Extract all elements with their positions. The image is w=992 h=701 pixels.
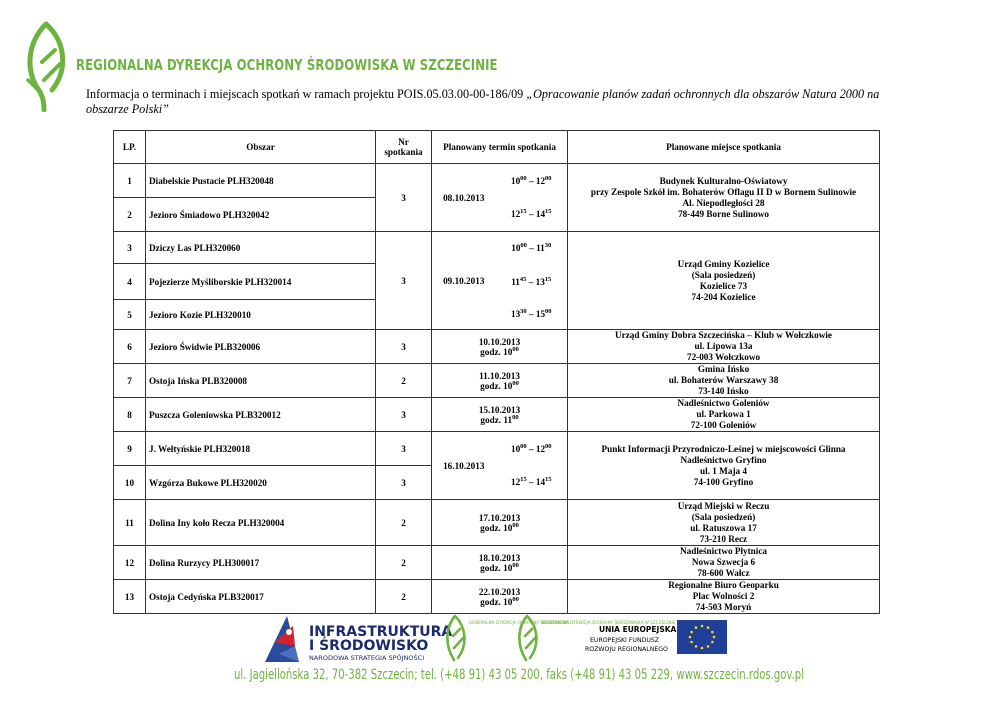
- place-line: 72-100 Goleniów: [690, 420, 757, 430]
- infra-line-1: INFRASTRUKTURA: [309, 624, 453, 640]
- eu-logo: [585, 620, 727, 654]
- time-start-hour: 10: [510, 175, 521, 186]
- row-lp: 4: [114, 264, 146, 300]
- time-end-hour: 12: [535, 443, 546, 454]
- time-end-min: 30: [544, 241, 552, 249]
- place-name: Urząd Gminy Dobra Szczecińska – Klub w Wołczkowie: [615, 330, 833, 340]
- time-end-min: 00: [545, 308, 552, 316]
- time-end-hour: 14: [535, 477, 546, 488]
- row-nr: 2: [376, 546, 432, 580]
- row-date: [432, 330, 568, 364]
- time-end-min: 15: [545, 208, 552, 216]
- time-start-hour: 12: [510, 209, 521, 220]
- time-text: godz. 10: [480, 346, 513, 357]
- row-place: [568, 546, 880, 580]
- row-place: [568, 432, 880, 500]
- date-text: 10.10.2013: [478, 336, 521, 347]
- place-line: 78-449 Borne Sulinowo: [678, 208, 769, 219]
- header-obszar: Obszar: [146, 131, 376, 164]
- eu-line-2: EUROPEJSKI FUNDUSZ: [590, 637, 660, 644]
- gdos-text: GENERALNA DYREKCJA OCHRONY ŚRODOWISKA: [469, 620, 570, 625]
- place-name: Regionalne Biuro Geoparku: [668, 580, 779, 590]
- row-date: [432, 546, 568, 580]
- row-time: $13^{30} - 15^{00}$: [496, 300, 568, 330]
- time-text: godz. 10: [480, 380, 513, 391]
- row-time: $12^{15} - 14^{15}$: [496, 466, 568, 500]
- table-row: [114, 432, 880, 466]
- row-place: [568, 580, 880, 614]
- row-nr: 3: [376, 164, 432, 232]
- place-line: (Sala posiedzeń): [691, 269, 756, 280]
- header-nr: Nr spotkania: [376, 131, 432, 164]
- time-start-hour: 10: [511, 242, 521, 253]
- row-place: [568, 398, 880, 432]
- table-row: [114, 500, 880, 546]
- row-lp: 5: [114, 300, 146, 330]
- time-end-hour: 14: [535, 209, 546, 220]
- place-line: 73-140 Ińsko: [698, 386, 749, 396]
- row-lp: 6: [114, 330, 146, 364]
- infra-line-3: NARODOWA STRATEGIA SPÓJNOŚCI: [309, 654, 425, 662]
- eu-line-3: ROZWOJU REGIONALNEGO: [585, 646, 668, 653]
- footer-logos: [265, 612, 735, 664]
- row-obszar: Dolina Iny koło Recza PLH320004: [146, 500, 376, 546]
- place-line: Plac Wolności 2: [692, 591, 755, 601]
- time-start-min: 30: [520, 308, 527, 316]
- org-name: REGIONALNA DYREKCJA OCHRONY ŚRODOWISKA W SZCZECINIE: [76, 56, 498, 74]
- time-start-hour: 10: [510, 443, 521, 454]
- place-line: Al. Niepodległości 28: [682, 197, 765, 208]
- time-start-hour: 13: [510, 309, 521, 320]
- row-obszar: Dolina Rurzycy PLH300017: [146, 546, 376, 580]
- row-date: [432, 364, 568, 398]
- row-obszar: Jezioro Kozie PLH320010: [146, 300, 376, 330]
- time-min: 00: [512, 521, 519, 529]
- row-date: 08.10.2013: [432, 164, 496, 232]
- row-date: [432, 580, 568, 614]
- time-start-min: 00: [520, 241, 527, 249]
- place-line: 78-600 Wałcz: [697, 568, 750, 578]
- time-min: 00: [512, 379, 519, 387]
- place-line: ul. 1 Maja 4: [700, 465, 747, 476]
- time-start-min: 00: [520, 174, 527, 182]
- time-end-hour: 11: [536, 242, 545, 253]
- place-name: Urząd Miejski w Reczu: [677, 500, 770, 511]
- place-line: ul. Ratuszowa 17: [690, 522, 757, 533]
- row-place: [568, 500, 880, 546]
- time-end-hour: 15: [535, 309, 546, 320]
- row-obszar: Ostoja Cedyńska PLB320017: [146, 580, 376, 614]
- place-line: (Sala posiedzeń): [691, 511, 756, 522]
- table-row: [114, 580, 880, 614]
- row-obszar: Jezioro Świdwie PLB320006: [146, 330, 376, 364]
- table-row: [114, 164, 880, 198]
- time-start-hour: 11: [511, 276, 520, 287]
- time-end-hour: 12: [535, 175, 546, 186]
- time-start-min: 15: [520, 476, 527, 484]
- row-nr: 2: [376, 580, 432, 614]
- meetings-table: [113, 130, 880, 614]
- place-name: Punkt Informacji Przyrodniczo-Leśnej w miejscowości Glinna: [601, 443, 846, 454]
- time-text: godz. 10: [480, 562, 513, 573]
- time-text: godz. 11: [480, 414, 513, 425]
- place-name: Nadleśnictwo Płytnica: [680, 546, 768, 556]
- row-obszar: Puszcza Goleniowska PLB320012: [146, 398, 376, 432]
- place-line: 72-003 Wołczkowo: [686, 352, 761, 362]
- row-obszar: J. Wełtyńskie PLH320018: [146, 432, 376, 466]
- place-name-2: Nadleśnictwo Gryfino: [680, 454, 767, 465]
- time-start-min: 45: [519, 275, 527, 283]
- date-text: 15.10.2013: [478, 404, 521, 415]
- time-start-hour: 12: [510, 477, 521, 488]
- row-date: [432, 398, 568, 432]
- place-line: 74-100 Gryfino: [693, 476, 754, 487]
- row-nr: 3: [376, 398, 432, 432]
- header-termin: Planowany termin spotkania: [432, 131, 568, 164]
- row-time: $12^{15} - 14^{15}$: [496, 198, 568, 232]
- table-row: [114, 232, 880, 264]
- time-text: godz. 10: [480, 522, 513, 533]
- row-nr: 2: [376, 364, 432, 398]
- time-min: 00: [512, 345, 519, 353]
- place-line: 74-503 Moryń: [695, 602, 752, 612]
- row-lp: 1: [114, 164, 146, 198]
- rdos-leaf-logo: [22, 20, 72, 112]
- row-nr: 3: [376, 466, 432, 500]
- row-lp: 7: [114, 364, 146, 398]
- place-line: przy Zespole Szkół im. Bohaterów Oflagu II D w Bornem Sulinowie: [590, 186, 857, 197]
- place-line: Nowa Szwecja 6: [691, 557, 756, 567]
- place-name: Budynek Kulturalno-Oświatowy: [659, 175, 788, 186]
- row-nr: 2: [376, 500, 432, 546]
- date-text: 11.10.2013: [479, 370, 520, 381]
- time-min: 00: [512, 595, 519, 603]
- header-miejsce: Planowane miejsce spotkania: [568, 131, 880, 164]
- place-line: ul. Parkowa 1: [696, 409, 751, 419]
- eu-line-1: UNIA EUROPEJSKA: [599, 625, 677, 634]
- row-place: [568, 232, 880, 330]
- time-min: 00: [512, 561, 519, 569]
- row-lp: 12: [114, 546, 146, 580]
- table-header: [114, 131, 880, 164]
- row-nr: 3: [376, 330, 432, 364]
- time-end-min: 15: [544, 275, 552, 283]
- row-lp: 13: [114, 580, 146, 614]
- place-name: Gmina Ińsko: [697, 364, 750, 374]
- row-date: 16.10.2013: [432, 432, 496, 500]
- infrastruktura-logo: [265, 616, 452, 662]
- row-lp: 10: [114, 466, 146, 500]
- date-text: 18.10.2013: [478, 552, 521, 563]
- time-text: godz. 10: [480, 596, 513, 607]
- row-lp: 2: [114, 198, 146, 232]
- time-end-min: 15: [545, 476, 552, 484]
- row-time: $11^{45} - 13^{15}$: [496, 264, 568, 300]
- header-lp: LP.: [114, 131, 146, 164]
- row-obszar: Wzgórza Bukowe PLH320020: [146, 466, 376, 500]
- place-line: ul. Lipowa 13a: [694, 341, 753, 351]
- row-date: [432, 500, 568, 546]
- intro-plain: Informacja o terminach i miejscach spotkań w ramach projektu POIS.05.03.00-00-186/09: [86, 87, 527, 101]
- rdos-text: REGIONALNA DYREKCJA OCHRONY ŚRODOWISKA W SZCZECINIE: [541, 620, 676, 625]
- table-row: [114, 330, 880, 364]
- row-nr: 3: [376, 232, 432, 330]
- row-lp: 9: [114, 432, 146, 466]
- time-end-min: 00: [545, 442, 552, 450]
- row-obszar: Dziczy Las PLH320060: [146, 232, 376, 264]
- row-nr: 3: [376, 432, 432, 466]
- place-line: 74-204 Kozielice: [691, 291, 756, 302]
- time-min: 00: [512, 413, 519, 421]
- footer-address: ul. Jagiellońska 32, 70-382 Szczecin; tel. (+48 91) 43 05 200, faks (+48 91) 43 05 229, www.szczecin.rdos.gov.pl: [234, 667, 805, 683]
- place-line: Kozielice 73: [699, 280, 748, 291]
- date-text: 22.10.2013: [478, 586, 521, 597]
- row-lp: 8: [114, 398, 146, 432]
- table-row: [114, 364, 880, 398]
- row-place: [568, 330, 880, 364]
- row-time: $10^{00} - 12^{00}$: [496, 432, 568, 466]
- place-name: Nadleśnictwo Goleniów: [677, 398, 770, 408]
- date-text: 17.10.2013: [478, 512, 521, 523]
- row-lp: 3: [114, 232, 146, 264]
- table-row: [114, 398, 880, 432]
- row-obszar: Jezioro Śmiadowo PLH320042: [146, 198, 376, 232]
- intro-italic: „Opracowanie planów zadań ochronnych dla obszarów Natura 2000 na obszarze Polski”: [86, 87, 880, 116]
- place-line: 73-210 Recz: [699, 533, 748, 544]
- row-time: $10^{00} - 12^{00}$: [496, 164, 568, 198]
- place-name: Urząd Gminy Kozielice: [677, 258, 770, 269]
- time-start-min: 00: [520, 442, 527, 450]
- place-line: ul. Bohaterów Warszawy 38: [668, 375, 779, 385]
- table-row: [114, 546, 880, 580]
- intro-text: [86, 87, 906, 117]
- row-place: [568, 164, 880, 232]
- time-end-hour: 13: [535, 276, 545, 287]
- row-time: $10^{00} - 11^{30}$: [496, 232, 568, 264]
- row-obszar: Diabelskie Pustacie PLH320048: [146, 164, 376, 198]
- time-start-min: 15: [520, 208, 527, 216]
- row-place: [568, 364, 880, 398]
- time-end-min: 00: [545, 174, 552, 182]
- infra-line-2: I ŚRODOWISKO: [309, 638, 429, 654]
- row-obszar: Pojezierze Myśliborskie PLH320014: [146, 264, 376, 300]
- row-date: 09.10.2013: [432, 232, 496, 330]
- row-obszar: Ostoja Ińska PLB320008: [146, 364, 376, 398]
- row-lp: 11: [114, 500, 146, 546]
